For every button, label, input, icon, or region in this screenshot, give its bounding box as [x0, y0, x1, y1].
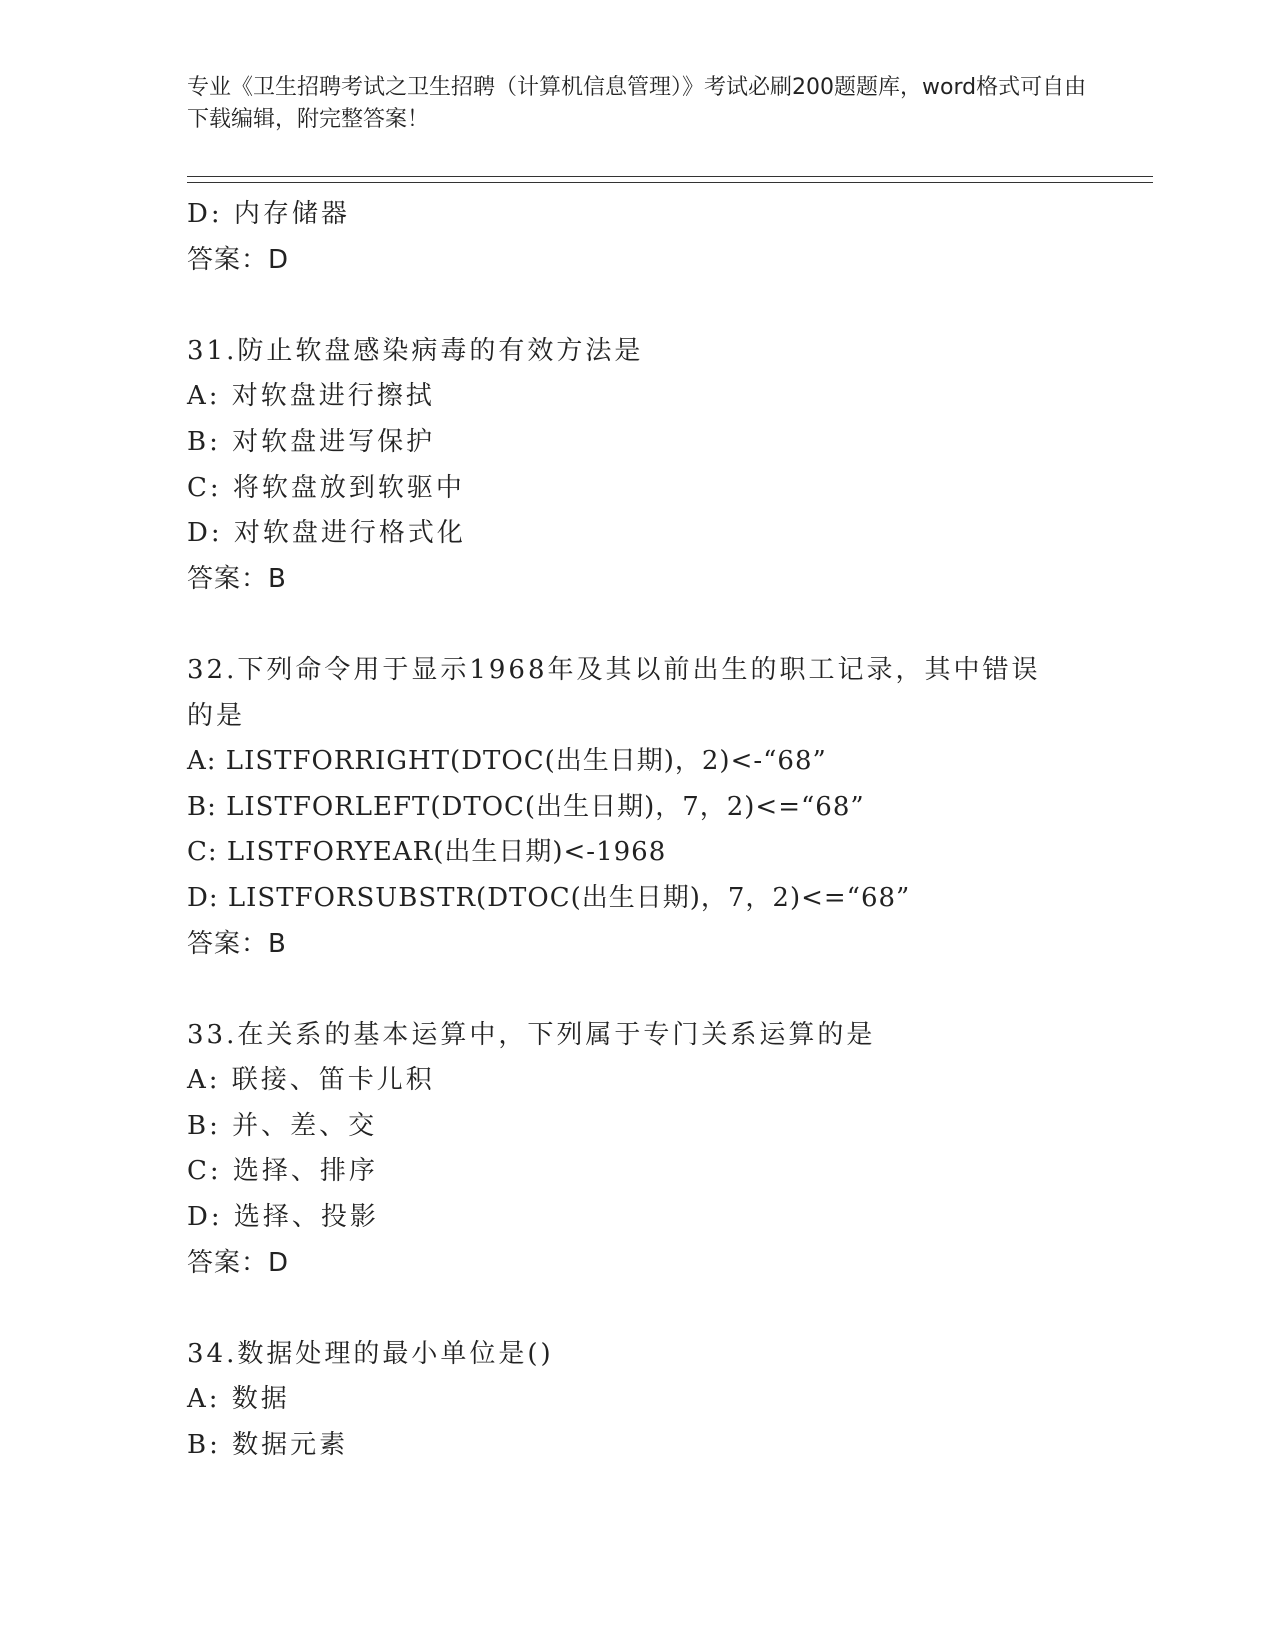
- answer: 答案：B: [187, 928, 287, 959]
- header-rule-top: [187, 176, 1153, 177]
- option-b: B: 对软盘进写保护: [187, 426, 436, 457]
- answer: 答案：B: [187, 563, 287, 594]
- option-a: A: 对软盘进行擦拭: [187, 381, 435, 412]
- option-d: D: 选择、投影: [187, 1202, 379, 1233]
- question-text: 33.在关系的基本运算中，下列属于专门关系运算的是: [187, 1019, 876, 1050]
- option-d: D: 内存储器: [187, 199, 350, 229]
- option-b: B: LISTFORLEFT(DTOC(出生日期)，7，2)<=“68”: [187, 791, 865, 822]
- question-text: 34.数据处理的最小单位是(): [187, 1338, 554, 1369]
- answer: 答案：D: [187, 1247, 290, 1278]
- option-b: B: 并、差、交: [187, 1110, 378, 1141]
- document-header: 专业《卫生招聘考试之卫生招聘（计算机信息管理）》考试必刷200题题库，word格式可自由下载编辑，附完整答案！: [187, 75, 1087, 132]
- option-c: C: 将软盘放到软驱中: [187, 472, 465, 503]
- question-block: [187, 1332, 1107, 1469]
- question-list: [187, 192, 1107, 1469]
- option-a: A: 联接、笛卡儿积: [187, 1065, 435, 1096]
- answer: 答案：D: [187, 244, 290, 275]
- question-text: 32.下列命令用于显示1968年及其以前出生的职工记录，其中错误的是: [187, 654, 1041, 731]
- question-block: [187, 1013, 1107, 1287]
- header-rule-bottom: [187, 182, 1153, 183]
- question-text: 31.防止软盘感染病毒的有效方法是: [187, 335, 644, 366]
- option-d: D: 对软盘进行格式化: [187, 518, 466, 549]
- option-c: C: LISTFORYEAR(出生日期)<-1968: [187, 837, 667, 868]
- option-b: B: 数据元素: [187, 1430, 349, 1461]
- question-block: [187, 648, 1107, 967]
- option-c: C: 选择、排序: [187, 1156, 378, 1187]
- question-block: [187, 329, 1107, 603]
- option-d: D: LISTFORSUBSTR(DTOC(出生日期)，7，2)<=“68”: [187, 882, 911, 913]
- option-a: A: 数据: [187, 1384, 290, 1415]
- option-a: A: LISTFORRIGHT(DTOC(出生日期)，2)<-“68”: [187, 746, 827, 777]
